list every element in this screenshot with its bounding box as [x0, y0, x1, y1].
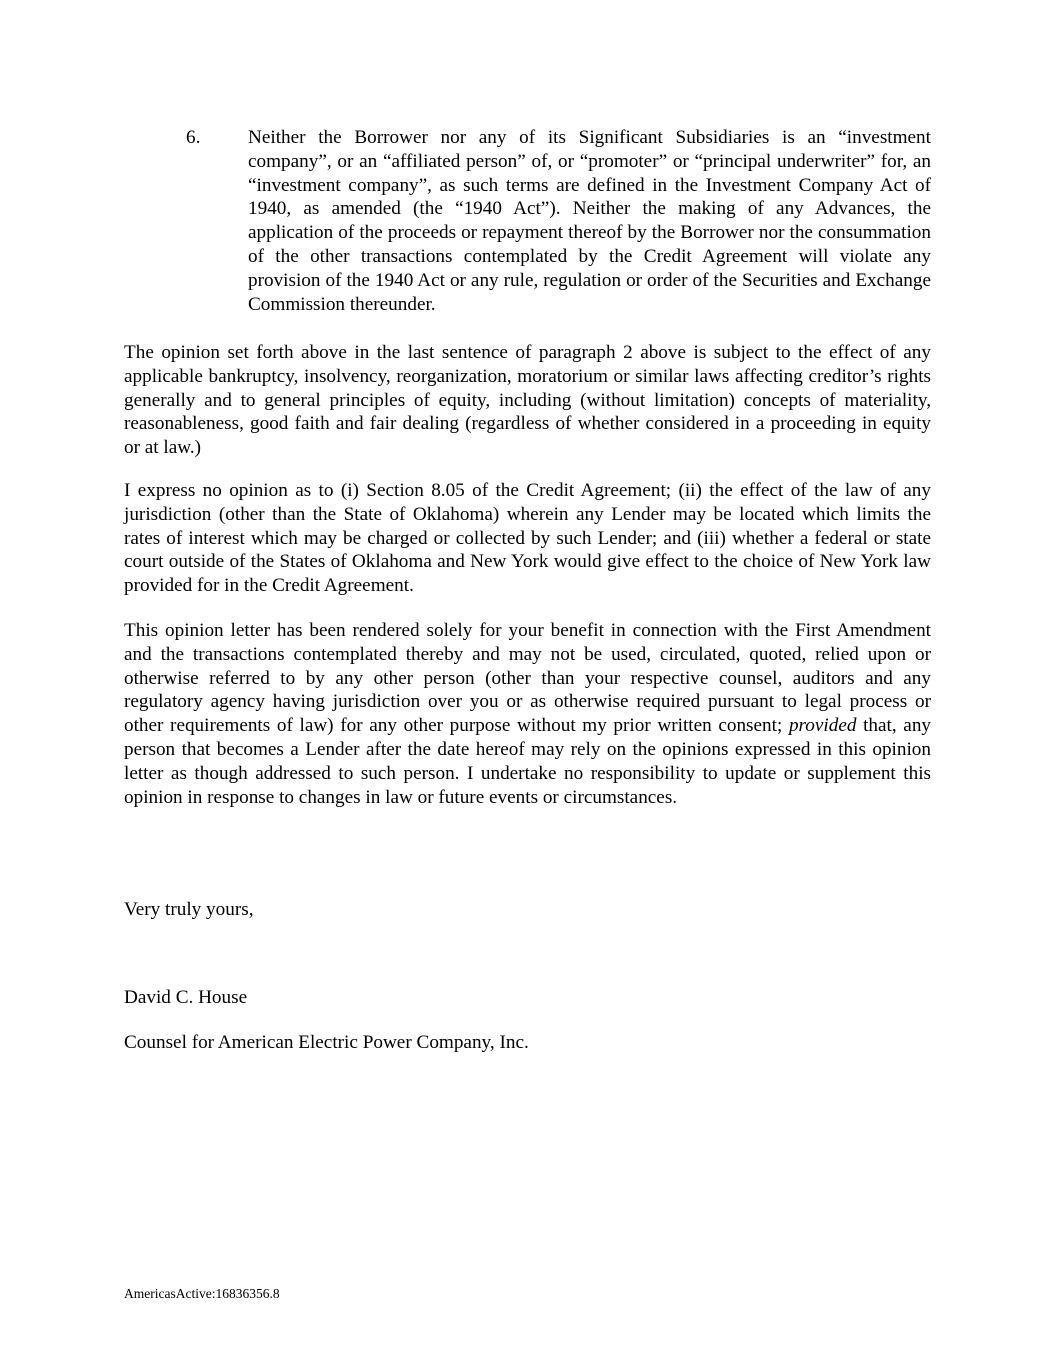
closing-salutation: Very truly yours,: [124, 899, 254, 920]
item-text: Neither the Borrower nor any of its Significant Subsidiaries is an “investment company”, or an “affiliated person” of, or “promoter” or “principal underwriter” for, an “investment company”, as such terms are defined in the Investment Company Act of 1940, as amended (the “1940 Act”). Neither the making of any Advances, the application of the proceeds or repayment thereof by the Borrower nor the consummation of the other transactions contemplated by the Credit Agreement will violate any provision of the 1940 Act or any rule, regulation or order of the Securities and Exchange Commission thereunder.: [248, 127, 931, 315]
reliance-text-after: that, any person that becomes a Lender after the date hereof may rely on the opinions expressed in this opinion letter as though addressed to such person. I undertake no responsibility to update or supplement this opinion in response to changes in law or future events or circumstances.: [124, 715, 932, 808]
paragraph-reliance: [124, 619, 931, 809]
item-number: 6.: [186, 127, 201, 148]
reliance-italic-word: provided: [788, 715, 857, 737]
paragraph-no-opinion: I express no opinion as to (i) Section 8.05 of the Credit Agreement; (ii) the effect of the law of any jurisdiction (other than the State of Oklahoma) wherein any Lender may be located which limits the rates of interest which may be charged or collected by such Lender; and (iii) whether a federal or state court outside of the States of Oklahoma and New York would give effect to the choice of New York law provided for in the Credit Agreement.: [124, 480, 931, 597]
footer-document-id: AmericasActive:16836356.8: [124, 1286, 280, 1301]
signer-name: David C. House: [124, 987, 248, 1008]
reliance-text-before: This opinion letter has been rendered solely for your benefit in connection with the First Amendment and the transactions contemplated thereby and may not be used, circulated, quoted, relied upon or otherwise referred to by any other person (other than your respective counsel, auditors and any regulatory agency having jurisdiction over you or as otherwise required pursuant to legal process or other requirements of law) for any other purpose without my prior written consent;: [124, 620, 931, 737]
paragraph-equity-exception: The opinion set forth above in the last sentence of paragraph 2 above is subject to the effect of any applicable bankruptcy, insolvency, reorganization, moratorium or similar laws affecting creditor’s rights generally and to general principles of equity, including (without limitation) concepts of materiality, reasonableness, good faith and fair dealing (regardless of whether considered in a proceeding in equity or at law.): [124, 342, 931, 459]
signer-title: Counsel for American Electric Power Company, Inc.: [124, 1032, 529, 1053]
